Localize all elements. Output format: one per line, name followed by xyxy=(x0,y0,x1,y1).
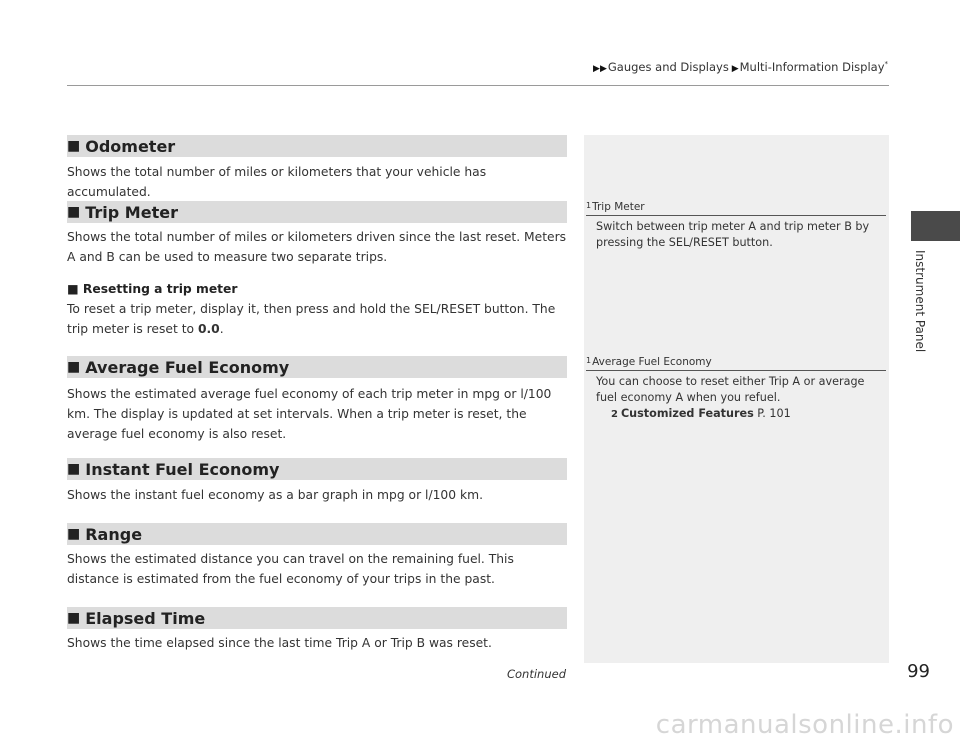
black-square-icon: ■ xyxy=(67,461,81,477)
breadcrumb-mid[interactable]: Multi-Information Display xyxy=(739,60,885,74)
section-title: Elapsed Time xyxy=(85,608,206,628)
reset-value: 0.0 xyxy=(197,322,220,336)
section-title: Average Fuel Economy xyxy=(85,357,290,377)
section-heading-trip-meter xyxy=(67,201,567,223)
section-title: Trip Meter xyxy=(85,202,178,222)
triangle-right-icon: ▶ xyxy=(728,64,739,74)
average-fuel-economy-text: Shows the estimated average fuel economy of each trip meter in mpg or l/100 km. The display is updated at set intervals. When a trip meter is reset, the average fuel economy is also reset. xyxy=(67,387,552,441)
reset-text: To reset a trip meter, display it, then press and hold the SEL/RESET button. The trip meter is reset to 0.0. xyxy=(67,302,556,336)
triangle-right-icon: ▶▶ xyxy=(593,64,607,74)
section-title: Odometer xyxy=(85,136,176,156)
section-heading-elapsed-time xyxy=(67,607,567,629)
black-square-icon: ■ xyxy=(67,359,81,375)
breadcrumb xyxy=(0,60,888,74)
breadcrumb-gauges[interactable]: Gauges and Displays xyxy=(607,60,729,74)
section-heading-range xyxy=(67,523,567,545)
note-title-average-fuel-economy: $^1$Average Fuel Economy xyxy=(586,356,886,371)
black-square-icon: ■ xyxy=(67,610,81,626)
asterisk: * xyxy=(884,60,888,69)
section-heading-odometer xyxy=(67,135,567,157)
xref-label[interactable]: Customized Features xyxy=(620,407,754,420)
section-heading-average-fuel-economy xyxy=(67,356,567,378)
watermark: carmanualsonline.info xyxy=(655,710,954,740)
black-square-icon: ■ xyxy=(67,138,81,154)
trip-meter-text: Shows the total number of miles or kilometers driven since the last reset. Meters A and B can be used to measure two separate trips. xyxy=(67,230,567,264)
continued-label: Continued xyxy=(506,667,566,681)
section-heading-instant-fuel-economy xyxy=(67,458,567,480)
black-square-icon: ■ xyxy=(67,204,81,220)
header-rule xyxy=(67,85,889,86)
page-number: 99 xyxy=(907,661,930,682)
section-title: Range xyxy=(85,524,143,544)
note-text-average-fuel-economy: You can choose to reset either Trip A or average fuel economy A when you refuel. xyxy=(596,375,865,404)
subsection-heading-reset: ■ Resetting a trip meter xyxy=(67,282,238,296)
section-title: Instant Fuel Economy xyxy=(85,459,280,479)
chapter-tab[interactable] xyxy=(911,211,960,241)
instant-fuel-economy-text: Shows the instant fuel economy as a bar graph in mpg or l/100 km. xyxy=(67,488,483,502)
note-title-trip-meter: $^1$Trip Meter xyxy=(586,201,886,216)
note-text-trip-meter: Switch between trip meter A and trip meter B by pressing the SEL/RESET button. xyxy=(596,220,870,249)
black-square-icon: ■ xyxy=(67,526,81,542)
xref-page: P. 101 xyxy=(757,407,791,420)
range-text: Shows the estimated distance you can travel on the remaining fuel. This distance is estimated from the fuel economy of your trips in the past. xyxy=(67,552,514,586)
odometer-text: Shows the total number of miles or kilometers that your vehicle has accumulated. xyxy=(67,165,487,199)
black-square-icon: ■ xyxy=(67,282,79,296)
xref-customized-features[interactable] xyxy=(611,406,881,423)
elapsed-time-text: Shows the time elapsed since the last time Trip A or Trip B was reset. xyxy=(67,636,492,650)
chapter-label: Instrument Panel xyxy=(913,250,927,353)
reference-arrow-icon: 2 xyxy=(611,409,618,420)
